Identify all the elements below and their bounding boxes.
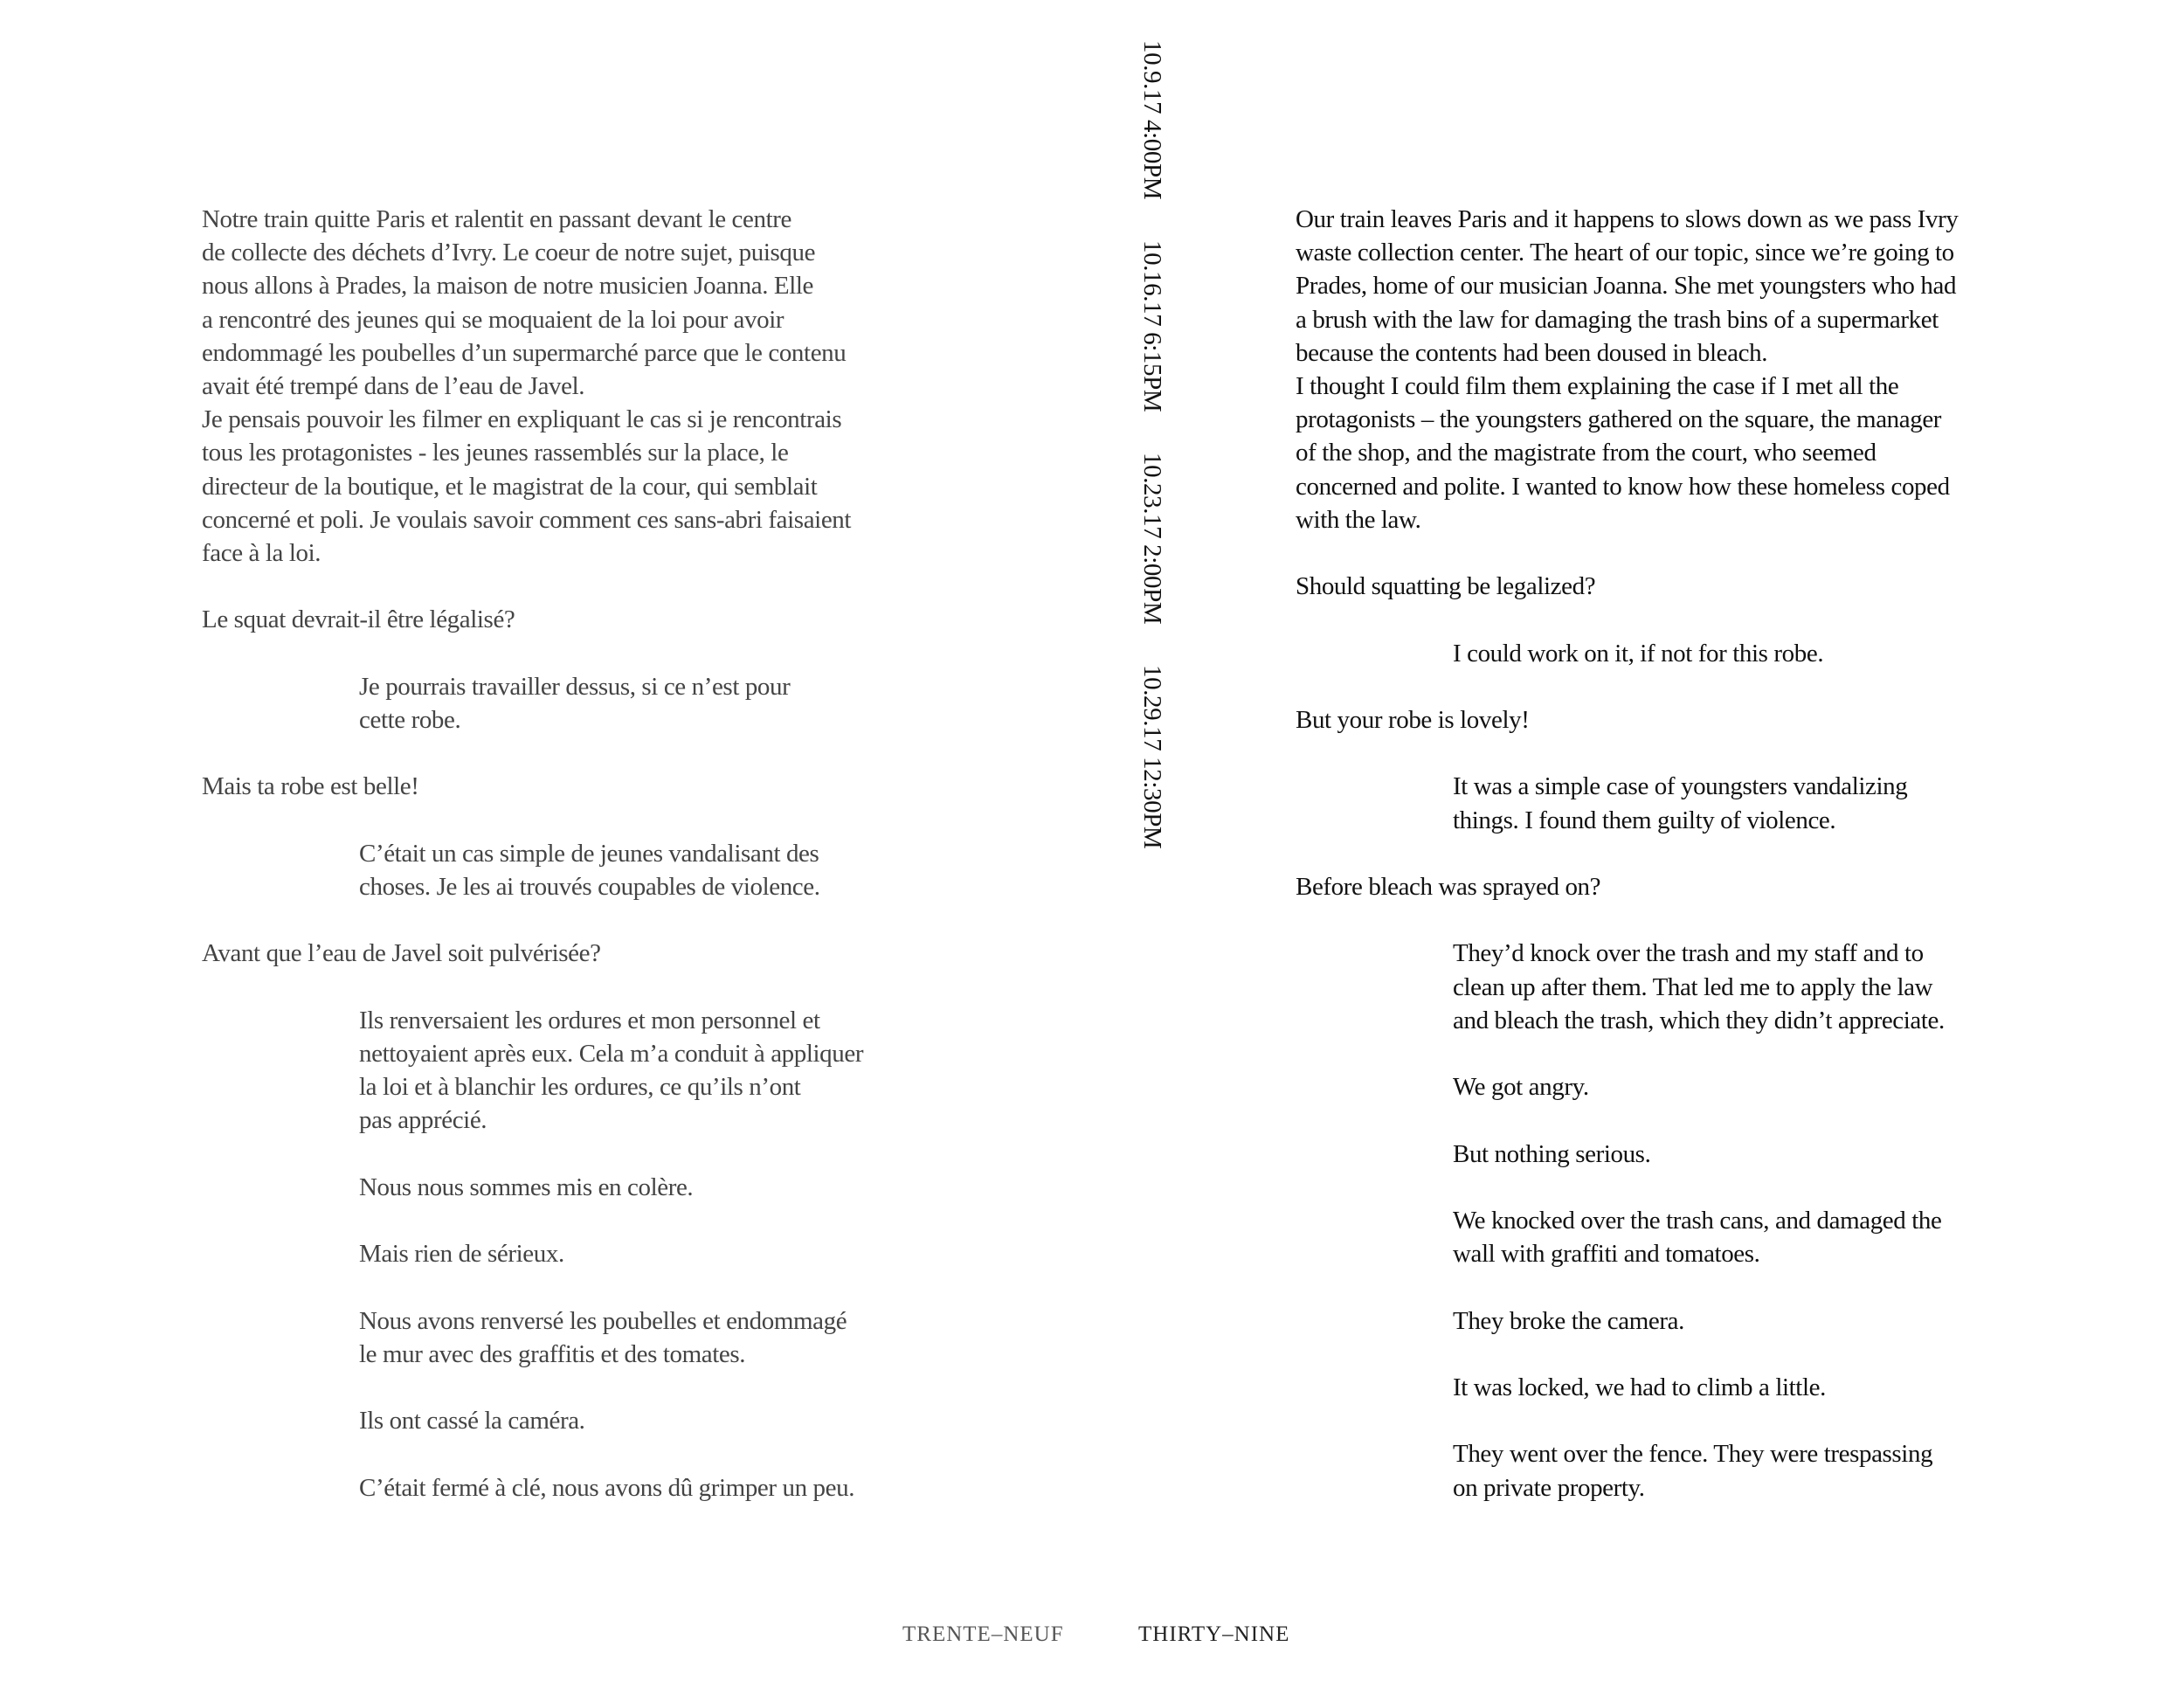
fr-answer: C’était un cas simple de jeunes vandalisant des choses. Je les ai trouvés coupables de violence. xyxy=(359,839,820,901)
page-number-english: THIRTY–NINE xyxy=(1138,1622,1290,1646)
en-answer: They’d knock over the trash and my staff and to clean up after them. That led me to apply the law and bleach the trash, which they didn’t appreciate. xyxy=(1453,939,1945,1034)
timestamp: 10.23.17 2:00PM xyxy=(1138,453,1166,625)
fr-answer: C’était fermé à clé, nous avons dû grimper un peu. xyxy=(359,1473,855,1502)
en-answer: They went over the fence. They were trespassing on private property. xyxy=(1453,1440,1933,1502)
fr-intro-paragraph: Notre train quitte Paris et ralentit en passant devant le centre de collecte des déchets d’Ivry. Le coeur de notre sujet, puisque nous allons à Prades, la maison de notre musicien Joanna. Elle a rencontré des jeunes qui se moquaient de la loi pour avoir endommagé les poubelles d’un supermarché parce que le contenu avait été trempé dans de l’eau de Javel. Je pensais pouvoir les filmer en expliquant le cas si je rencontrais tous les protagonistes - les jeunes rassemblés sur la place, le directeur de la boutique, et le magistrat de la cour, qui semblait concerné et poli. Je voulais savoir comment ces sans-abri faisaient face à la loi. xyxy=(202,205,852,568)
timestamp-spine xyxy=(1136,40,1169,884)
en-intro-paragraph: Our train leaves Paris and it happens to slows down as we pass Ivry waste collection center. The heart of our topic, since we’re going to Prades, home of our musician Joanna. She met youngsters who had a brush with the law for damaging the trash bins of a supermarket because the contents had been doused in bleach. I thought I could film them explaining the case if I met all the protagonists – the youngsters gathered on the square, the manager of the shop, and the magistrate from the court, who seemed concerned and polite. I wanted to know how these homeless coped with the law. xyxy=(1296,205,1959,534)
timestamp: 10.9.17 4:00PM xyxy=(1138,40,1166,200)
fr-answer: Mais rien de sérieux. xyxy=(359,1240,564,1269)
en-answer: We got angry. xyxy=(1453,1073,1589,1102)
en-answer: They broke the camera. xyxy=(1453,1306,1684,1335)
fr-question: Le squat devrait-il être légalisé? xyxy=(202,605,515,634)
fr-question: Mais ta robe est belle! xyxy=(202,772,419,801)
en-answer: We knocked over the trash cans, and damaged the wall with graffiti and tomatoes. xyxy=(1453,1206,1942,1269)
timestamp: 10.29.17 12:30PM xyxy=(1138,665,1166,849)
en-answer: It was a simple case of youngsters vandalizing things. I found them guilty of violence. xyxy=(1453,772,1908,834)
page-number-french: TRENTE–NEUF xyxy=(902,1622,1064,1646)
en-answer: But nothing serious. xyxy=(1453,1139,1651,1168)
fr-answer: Ils renversaient les ordures et mon personnel et nettoyaient après eux. Cela m’a conduit à appliquer la loi et à blanchir les ordures, ce qu’ils n’ont pas apprécié. xyxy=(359,1006,864,1135)
en-question: But your robe is lovely! xyxy=(1296,706,1530,734)
en-answer: It was locked, we had to climb a little. xyxy=(1453,1373,1826,1401)
french-text-column xyxy=(202,203,927,1538)
en-question: Should squatting be legalized? xyxy=(1296,572,1596,601)
fr-answer: Ils ont cassé la caméra. xyxy=(359,1407,585,1435)
english-text-column xyxy=(1296,203,2021,1538)
fr-answer: Nous nous sommes mis en colère. xyxy=(359,1173,694,1201)
fr-question: Avant que l’eau de Javel soit pulvérisée? xyxy=(202,939,601,968)
en-question: Before bleach was sprayed on? xyxy=(1296,872,1601,901)
timestamp: 10.16.17 6:15PM xyxy=(1138,239,1166,412)
en-answer: I could work on it, if not for this robe. xyxy=(1453,639,1824,668)
fr-answer: Nous avons renversé les poubelles et endommagé le mur avec des graffitis et des tomates. xyxy=(359,1306,847,1368)
fr-answer: Je pourrais travailler dessus, si ce n’est pour cette robe. xyxy=(359,672,791,735)
